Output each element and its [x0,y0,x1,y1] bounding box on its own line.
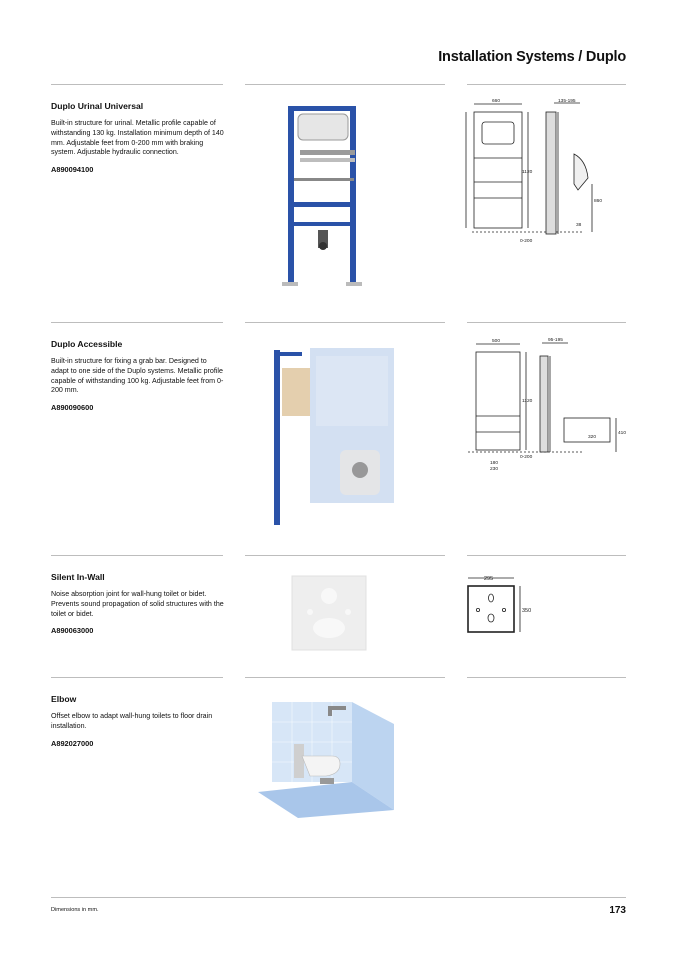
dim-small: 38 [576,223,582,228]
row-rule [245,677,445,678]
row-rule [51,555,223,556]
silent-technical-drawing [462,570,542,640]
product-description: Offset elbow to adapt wall-hung toilets to floor drain installation. [51,712,213,730]
product-description: Noise absorption joint for wall-hung toilet or bidet. Prevents sound propagation of solid structures with the toilet or bidet. [51,590,224,618]
dim-height-3: 410 [618,431,627,436]
product-code: A890090600 [51,403,94,413]
row-rule [245,322,445,323]
footer-rule [51,897,626,898]
accessible-technical-drawing [462,336,632,476]
product-code: A890063000 [51,626,94,636]
page-title: Installation Systems / Duplo [438,49,626,65]
urinal-frame-photo [280,100,380,300]
footnote: Dimensions in mm. [51,907,99,913]
product-info-accessible [51,339,226,412]
dim-height-2: 860 [594,199,603,204]
product-description: Built-in structure for urinal. Metallic profile capable of withstanding 130 kg. Installation minimum depth of 140 mm. Adjustable feet from 0-200 mm with braking system. Adjustable hydraulic connection. [51,119,224,157]
row-rule [467,84,626,85]
product-info-elbow [51,694,226,748]
dim-width: 500 [492,339,501,344]
row-rule [245,84,445,85]
dim-height: 1120 [522,170,533,175]
row-rule [51,84,223,85]
product-description: Built-in structure for fixing a grab bar. Designed to adapt to one side of the Duplo systems. Metallic profile capable of withstanding 100 kg. Adjustable feet from 0-200 mm. [51,357,224,395]
elbow-illustration [258,700,408,818]
product-name: Duplo Urinal Universal [51,101,144,111]
accessible-frame-photo [260,340,410,535]
page-number: 173 [609,905,626,916]
dim-width: 660 [492,99,501,104]
product-name: Elbow [51,694,77,704]
dim-height: 350 [522,608,532,614]
row-rule [467,555,626,556]
dim-height-2: 320 [588,435,597,440]
row-rule [51,677,223,678]
dim-feet: 0-200 [520,239,533,244]
product-info-urinal [51,101,226,174]
product-code: A890094100 [51,165,94,175]
product-name: Duplo Accessible [51,339,123,349]
dim-b1: 180 [490,461,499,466]
dim-b2: 230 [490,467,499,472]
dim-width: 295 [484,576,494,582]
urinal-technical-drawing [462,98,632,250]
product-code: A892027000 [51,738,94,748]
dim-feet: 0-200 [520,455,533,460]
row-rule [51,322,223,323]
row-rule [467,677,626,678]
dim-height: 1120 [522,399,533,404]
row-rule [245,555,445,556]
row-rule [467,322,626,323]
product-name: Silent In-Wall [51,572,105,582]
dim-depth: 135-195 [558,99,576,104]
dim-depth: 95-195 [548,338,563,343]
product-info-silent [51,572,226,635]
silent-pad-photo [288,572,370,654]
